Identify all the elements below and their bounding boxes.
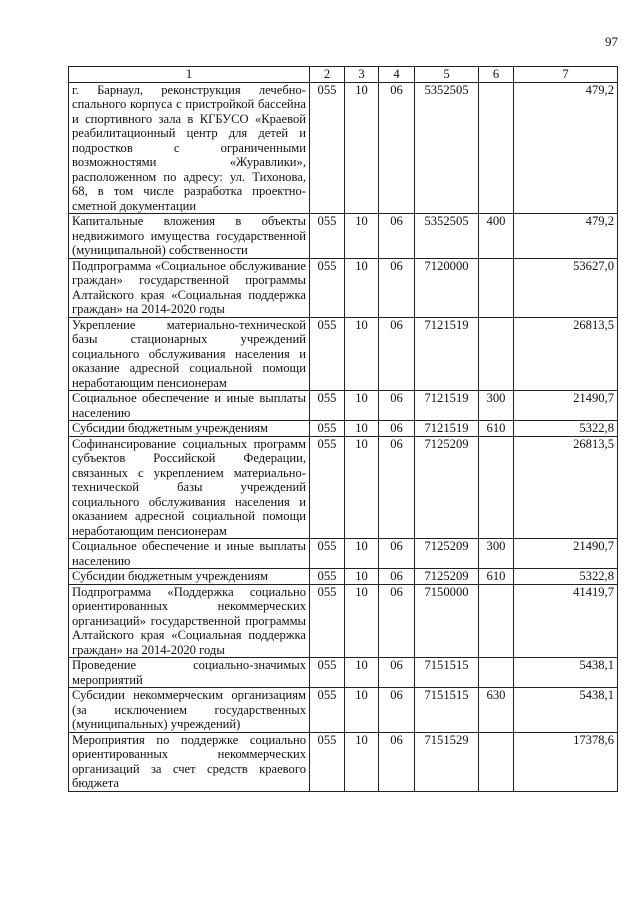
code-admin-cell: 055: [310, 539, 345, 569]
code-admin-cell: 055: [310, 732, 345, 791]
code-admin-cell: 055: [310, 214, 345, 259]
section-cell: 10: [345, 569, 379, 585]
amount-cell: 479,2: [514, 82, 618, 214]
target-article-cell: 5352505: [415, 214, 479, 259]
section-cell: 10: [345, 688, 379, 733]
table-header: [69, 67, 618, 83]
row-name-cell: г. Барнаул, реконструкция лечебно-спального корпуса с пристройкой бассейна и спортивного зала в КГБУСО «Краевой реабилитационный центр для детей и подростков с ограниченными возможностями «Журавлики», расположенном по адресу: ул. Тихонова, 68, в том числе разработка проектно-сметной документации: [69, 82, 310, 214]
subsection-cell: 06: [379, 214, 415, 259]
code-admin-cell: 055: [310, 584, 345, 658]
header-col-4: 4: [379, 67, 415, 83]
subsection-cell: 06: [379, 391, 415, 421]
amount-cell: 21490,7: [514, 539, 618, 569]
code-admin-cell: 055: [310, 421, 345, 437]
target-article-cell: 5352505: [415, 82, 479, 214]
subsection-cell: 06: [379, 732, 415, 791]
table-row: [69, 214, 618, 259]
header-row: [69, 67, 618, 83]
amount-cell: 26813,5: [514, 436, 618, 539]
expense-type-cell: [479, 258, 514, 317]
expense-type-cell: [479, 82, 514, 214]
amount-cell: 41419,7: [514, 584, 618, 658]
code-admin-cell: 055: [310, 569, 345, 585]
code-admin-cell: 055: [310, 436, 345, 539]
target-article-cell: 7125209: [415, 569, 479, 585]
header-col-3: 3: [345, 67, 379, 83]
amount-cell: 5438,1: [514, 658, 618, 688]
table-row: [69, 258, 618, 317]
subsection-cell: 06: [379, 421, 415, 437]
target-article-cell: 7121519: [415, 391, 479, 421]
target-article-cell: 7120000: [415, 258, 479, 317]
section-cell: 10: [345, 436, 379, 539]
expense-type-cell: [479, 317, 514, 391]
code-admin-cell: 055: [310, 688, 345, 733]
expense-type-cell: 610: [479, 421, 514, 437]
expense-type-cell: [479, 732, 514, 791]
expense-type-cell: [479, 436, 514, 539]
row-name-cell: Мероприятия по поддержке социально ориентированных некоммерческих организаций за счет средств краевого бюджета: [69, 732, 310, 791]
expense-type-cell: [479, 658, 514, 688]
target-article-cell: 7125209: [415, 436, 479, 539]
amount-cell: 5322,8: [514, 421, 618, 437]
expense-type-cell: [479, 584, 514, 658]
row-name-cell: Укрепление материально-технической базы стационарных учреждений социального обслуживания населения и оказание адресной социальной помощи неработающим пенсионерам: [69, 317, 310, 391]
section-cell: 10: [345, 732, 379, 791]
amount-cell: 53627,0: [514, 258, 618, 317]
section-cell: 10: [345, 317, 379, 391]
row-name-cell: Проведение социально-значимых мероприятий: [69, 658, 310, 688]
table-body: [69, 82, 618, 791]
target-article-cell: 7121519: [415, 421, 479, 437]
row-name-cell: Социальное обеспечение и иные выплаты населению: [69, 539, 310, 569]
row-name-cell: Социальное обеспечение и иные выплаты населению: [69, 391, 310, 421]
target-article-cell: 7125209: [415, 539, 479, 569]
subsection-cell: 06: [379, 584, 415, 658]
code-admin-cell: 055: [310, 82, 345, 214]
expense-type-cell: 630: [479, 688, 514, 733]
target-article-cell: 7121519: [415, 317, 479, 391]
table-row: [69, 539, 618, 569]
section-cell: 10: [345, 584, 379, 658]
section-cell: 10: [345, 539, 379, 569]
table-row: [69, 584, 618, 658]
row-name-cell: Субсидии бюджетным учреждениям: [69, 421, 310, 437]
table-row: [69, 421, 618, 437]
row-name-cell: Капитальные вложения в объекты недвижимого имущества государственной (муниципальной) собственности: [69, 214, 310, 259]
subsection-cell: 06: [379, 539, 415, 569]
subsection-cell: 06: [379, 688, 415, 733]
subsection-cell: 06: [379, 436, 415, 539]
header-col-2: 2: [310, 67, 345, 83]
subsection-cell: 06: [379, 658, 415, 688]
section-cell: 10: [345, 214, 379, 259]
target-article-cell: 7151515: [415, 658, 479, 688]
table-row: [69, 658, 618, 688]
expense-type-cell: 300: [479, 391, 514, 421]
subsection-cell: 06: [379, 317, 415, 391]
header-col-5: 5: [415, 67, 479, 83]
header-col-6: 6: [479, 67, 514, 83]
code-admin-cell: 055: [310, 317, 345, 391]
section-cell: 10: [345, 82, 379, 214]
row-name-cell: Подпрограмма «Социальное обслуживание граждан» государственной программы Алтайского края «Социальная поддержка граждан» на 2014-2020 годы: [69, 258, 310, 317]
table-row: [69, 391, 618, 421]
header-col-7: 7: [514, 67, 618, 83]
amount-cell: 5438,1: [514, 688, 618, 733]
target-article-cell: 7150000: [415, 584, 479, 658]
expense-type-cell: 400: [479, 214, 514, 259]
table-row: [69, 82, 618, 214]
section-cell: 10: [345, 258, 379, 317]
expense-type-cell: 610: [479, 569, 514, 585]
table-row: [69, 317, 618, 391]
row-name-cell: Софинансирование социальных программ субъектов Российской Федерации, связанных с укреплением материально-технической базы учреждений социального обслуживания населения и оказанием адресной социальной помощи неработающим пенсионерам: [69, 436, 310, 539]
subsection-cell: 06: [379, 569, 415, 585]
amount-cell: 17378,6: [514, 732, 618, 791]
section-cell: 10: [345, 421, 379, 437]
code-admin-cell: 055: [310, 658, 345, 688]
target-article-cell: 7151529: [415, 732, 479, 791]
table-row: [69, 732, 618, 791]
row-name-cell: Подпрограмма «Поддержка социально ориентированных некоммерческих организаций» государственной программы Алтайского края «Социальная поддержка граждан» на 2014-2020 годы: [69, 584, 310, 658]
code-admin-cell: 055: [310, 391, 345, 421]
amount-cell: 26813,5: [514, 317, 618, 391]
table-row: [69, 569, 618, 585]
subsection-cell: 06: [379, 258, 415, 317]
table-row: [69, 436, 618, 539]
code-admin-cell: 055: [310, 258, 345, 317]
table-row: [69, 688, 618, 733]
subsection-cell: 06: [379, 82, 415, 214]
section-cell: 10: [345, 391, 379, 421]
section-cell: 10: [345, 658, 379, 688]
row-name-cell: Субсидии бюджетным учреждениям: [69, 569, 310, 585]
budget-table: [68, 66, 618, 792]
target-article-cell: 7151515: [415, 688, 479, 733]
header-col-1: 1: [69, 67, 310, 83]
amount-cell: 5322,8: [514, 569, 618, 585]
amount-cell: 21490,7: [514, 391, 618, 421]
page-number: 97: [605, 34, 618, 49]
row-name-cell: Субсидии некоммерческим организациям (за исключением государственных (муниципальных) учреждений): [69, 688, 310, 733]
expense-type-cell: 300: [479, 539, 514, 569]
amount-cell: 479,2: [514, 214, 618, 259]
